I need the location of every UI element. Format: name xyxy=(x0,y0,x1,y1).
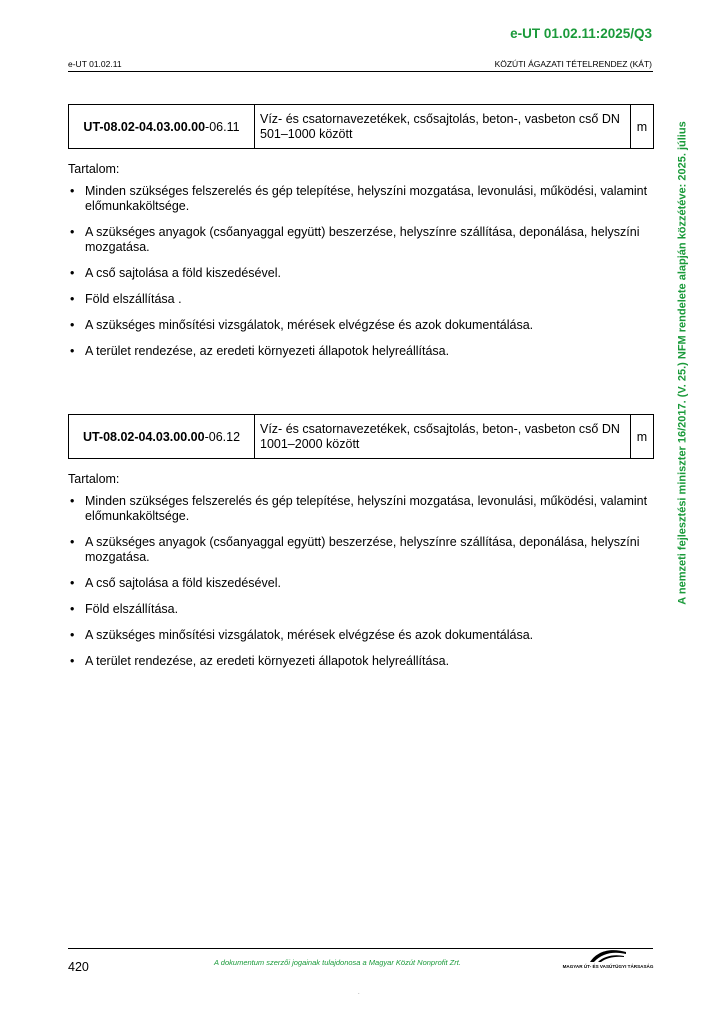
list-item: • Minden szükséges felszerelés és gép telepítése, helyszíni mozgatása, levonulási, működési, valamint előmunkaköltsége. xyxy=(70,494,648,523)
bullet-icon: • xyxy=(70,344,75,358)
header-divider xyxy=(68,71,653,72)
item-row xyxy=(69,415,654,459)
bullet-icon: • xyxy=(70,602,75,616)
item-table-2 xyxy=(68,414,654,459)
bullet-icon: • xyxy=(70,184,75,198)
item-description: Víz- és csatornavezetékek, csősajtolás, beton-, vasbeton cső DN 501–1000 között xyxy=(255,105,631,149)
list-item: • A szükséges minősítési vizsgálatok, mérések elvégzése és azok dokumentálása. xyxy=(70,318,534,332)
item-code xyxy=(69,415,255,459)
logo-swoosh-icon xyxy=(588,948,628,964)
bullet-icon: • xyxy=(70,318,75,332)
item-code-suffix: -06.11 xyxy=(205,119,240,134)
bullet-icon: • xyxy=(70,576,75,590)
header-left-text: e-UT 01.02.11 xyxy=(68,59,122,69)
bullet-icon: • xyxy=(70,494,75,508)
list-item: • Minden szükséges felszerelés és gép telepítése, helyszíni mozgatása, levonulási, működési, valamint előmunkaköltsége. xyxy=(70,184,648,213)
content-list xyxy=(68,184,654,359)
item-unit: m xyxy=(631,105,654,149)
item-code-main: UT-08.02-04.03.00.00 xyxy=(83,119,206,134)
logo-text: MAGYAR ÚT- ÉS VASÚTÜGYI TÁRSASÁG xyxy=(562,964,654,969)
content-label: Tartalom: xyxy=(68,162,120,176)
item-table-1 xyxy=(68,104,654,149)
bullet-icon: • xyxy=(70,292,75,306)
bullet-icon: • xyxy=(70,535,75,549)
document-code: e-UT 01.02.11:2025/Q3 xyxy=(510,26,652,41)
list-item: • Föld elszállítása . xyxy=(70,292,182,306)
header-right-text: KÖZÚTI ÁGAZATI TÉTELRENDEZ (KÁT) xyxy=(494,59,652,69)
bullet-icon: • xyxy=(70,654,75,668)
item-description: Víz- és csatornavezetékek, csősajtolás, beton-, vasbeton cső DN 1001–2000 között xyxy=(255,415,631,459)
list-item: • A cső sajtolása a föld kiszedésével. xyxy=(70,576,281,590)
side-note-text: A nemzeti fejlesztési miniszter 16/2017. (V. 25.) NFM rendelete alapján közzétéve: 2025. július xyxy=(677,121,690,605)
stray-dot: . xyxy=(358,990,360,996)
content-label: Tartalom: xyxy=(68,472,120,486)
list-item: • A szükséges minősítési vizsgálatok, mérések elvégzése és azok dokumentálása. xyxy=(70,628,534,642)
item-code xyxy=(69,105,255,149)
list-item: • A szükséges anyagok (csőanyaggal együtt) beszerzése, helyszínre szállítása, deponálása, helyszíni mozgatása. xyxy=(70,225,640,254)
copyright-notice: A dokumentum szerzői jogainak tulajdonosa a Magyar Közút Nonprofit Zrt. xyxy=(214,958,461,967)
item-unit: m xyxy=(631,415,654,459)
list-item: • A cső sajtolása a föld kiszedésével. xyxy=(70,266,281,280)
item-section-1 xyxy=(68,104,654,370)
item-code-main: UT-08.02-04.03.00.00 xyxy=(82,429,205,444)
bullet-icon: • xyxy=(70,225,75,239)
side-publication-note xyxy=(670,98,696,628)
list-item: • Föld elszállítása. xyxy=(70,602,179,616)
list-item: • A szükséges anyagok (csőanyaggal együtt) beszerzése, helyszínre szállítása, deponálása, helyszíni mozgatása. xyxy=(70,535,640,564)
bullet-icon: • xyxy=(70,628,75,642)
bullet-icon: • xyxy=(70,266,75,280)
page-number: 420 xyxy=(68,960,89,974)
company-logo xyxy=(562,948,654,974)
item-code-suffix: -06.12 xyxy=(204,429,241,444)
list-item: • A terület rendezése, az eredeti környezeti állapotok helyreállítása. xyxy=(70,344,450,358)
content-list xyxy=(68,494,654,669)
item-section-2 xyxy=(68,414,654,680)
list-item: • A terület rendezése, az eredeti környezeti állapotok helyreállítása. xyxy=(70,654,450,668)
item-row xyxy=(69,105,654,149)
